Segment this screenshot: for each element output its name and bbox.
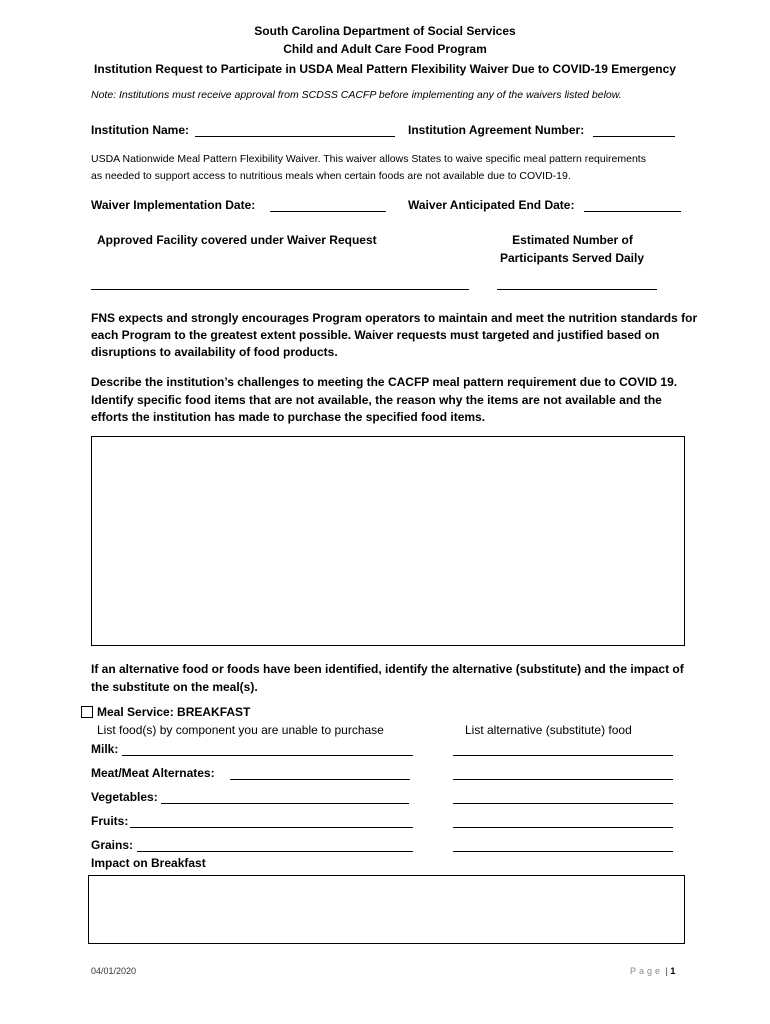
fruits-alternative-field[interactable] [453, 827, 673, 828]
vegetables-alternative-field[interactable] [453, 803, 673, 804]
vegetables-label: Vegetables: [91, 790, 158, 804]
grains-label: Grains: [91, 838, 134, 852]
implementation-date-label: Waiver Implementation Date: [91, 198, 256, 212]
institution-name-label: Institution Name: [91, 123, 189, 137]
program-name: Child and Adult Care Food Program [283, 42, 487, 56]
page-number: 1 [670, 966, 676, 976]
implementation-date-field[interactable] [270, 211, 386, 212]
fruits-unavailable-field[interactable] [130, 827, 413, 828]
milk-label: Milk: [91, 742, 119, 756]
fruits-label: Fruits: [91, 814, 129, 828]
footer-date: 04/01/2020 [91, 966, 137, 976]
breakfast-checkbox[interactable] [81, 706, 93, 718]
participants-label-1: Estimated Number of [512, 233, 633, 247]
grains-unavailable-field[interactable] [137, 851, 413, 852]
form-title: Institution Request to Participate in USDA Meal Pattern Flexibility Waiver Due to COVID-19 Emergency [94, 62, 676, 76]
institution-name-field[interactable] [195, 136, 395, 137]
vegetables-unavailable-field[interactable] [161, 803, 409, 804]
grains-alternative-field[interactable] [453, 851, 673, 852]
milk-alternative-field[interactable] [453, 755, 673, 756]
facility-label: Approved Facility covered under Waiver Request [97, 233, 377, 247]
approval-note: Note: Institutions must receive approval from SCDSS CACFP before implementing any of the waivers listed below. [91, 89, 622, 101]
meat-alternates-label: Meat/Meat Alternates: [91, 766, 215, 780]
describe-paragraph-line-3: efforts the institution has made to purchase the specified food items. [91, 410, 486, 424]
describe-paragraph-line-2: Identify specific food items that are not available, the reason why the items are not available and the [91, 393, 662, 407]
waiver-description-line-1: USDA Nationwide Meal Pattern Flexibility Waiver. This waiver allows States to waive specific meal pattern requirements [91, 153, 646, 165]
fns-paragraph-line-1: FNS expects and strongly encourages Program operators to maintain and meet the nutrition standards for [91, 311, 698, 325]
agency-name: South Carolina Department of Social Services [254, 24, 516, 38]
agreement-number-label: Institution Agreement Number: [408, 123, 585, 137]
fns-paragraph-line-3: disruptions to availability of food products. [91, 345, 338, 359]
milk-unavailable-field[interactable] [122, 755, 413, 756]
end-date-field[interactable] [584, 211, 681, 212]
facility-field[interactable] [91, 289, 469, 290]
alternative-paragraph-line-1: If an alternative food or foods have been identified, identify the alternative (substitute) and the impact of [91, 662, 684, 676]
fns-paragraph-line-2: each Program to the greatest extent possible. Waiver requests must targeted and justified based on [91, 328, 660, 342]
agreement-number-field[interactable] [593, 136, 675, 137]
end-date-label: Waiver Anticipated End Date: [408, 198, 575, 212]
describe-paragraph-line-1: Describe the institution’s challenges to meeting the CACFP meal pattern requirement due to COVID 19. [91, 375, 678, 389]
page-indicator: Page | 1 [630, 966, 676, 976]
challenges-textarea[interactable] [91, 436, 685, 646]
alternative-foods-column-label: List alternative (substitute) food [465, 723, 632, 737]
participants-label-2: Participants Served Daily [499, 251, 645, 265]
participants-field[interactable] [497, 289, 657, 290]
waiver-description-line-2: as needed to support access to nutritious meals when certain foods are not available due to COVID-19. [91, 170, 571, 182]
meal-service-label: Meal Service: BREAKFAST [97, 705, 251, 719]
alternative-paragraph-line-2: the substitute on the meal(s). [91, 680, 258, 694]
impact-label: Impact on Breakfast [91, 856, 206, 870]
page-word: Page [630, 966, 664, 976]
meat-alternative-field[interactable] [453, 779, 673, 780]
meat-unavailable-field[interactable] [230, 779, 410, 780]
unavailable-foods-column-label: List food(s) by component you are unable to purchase [97, 723, 384, 737]
breakfast-impact-textarea[interactable] [88, 875, 685, 944]
